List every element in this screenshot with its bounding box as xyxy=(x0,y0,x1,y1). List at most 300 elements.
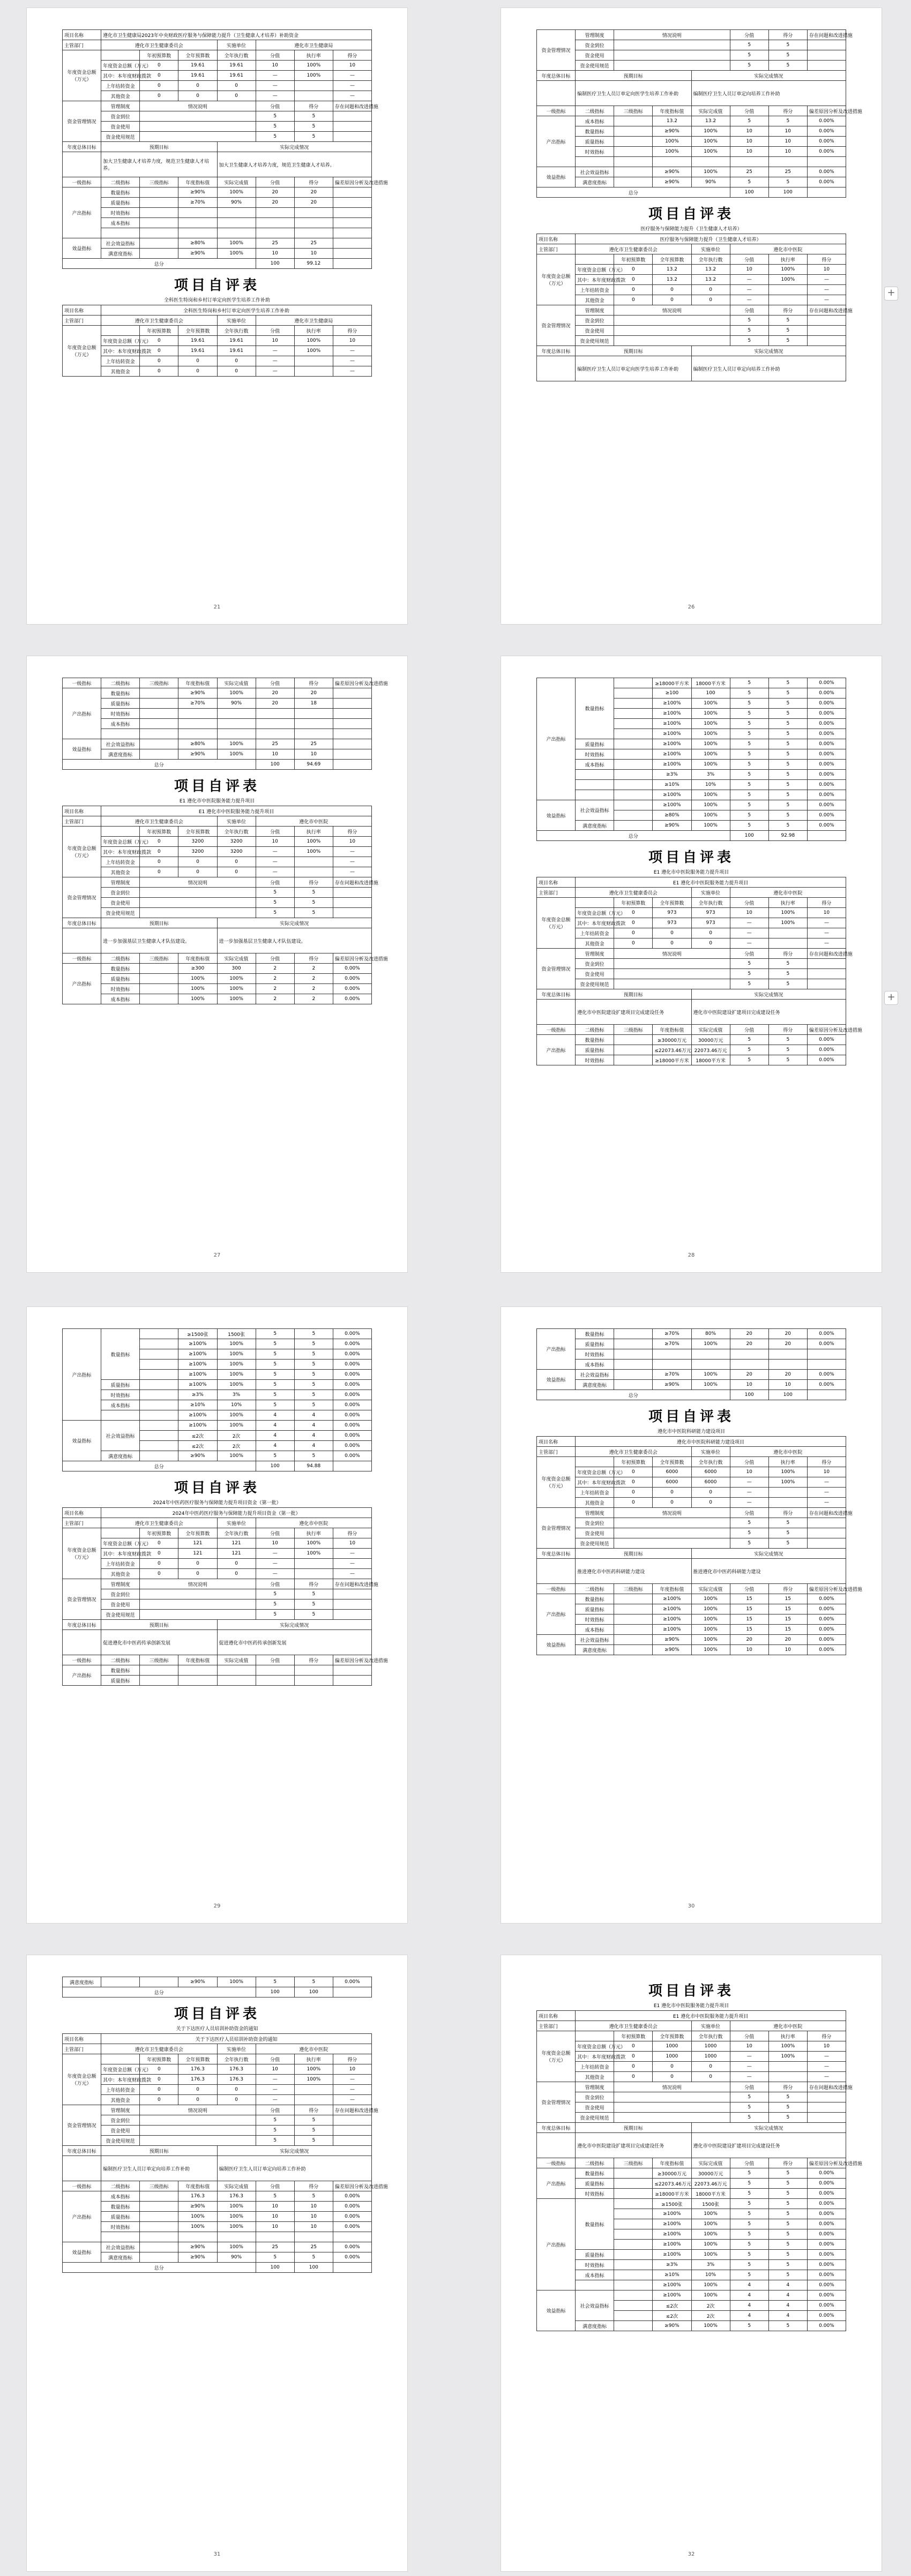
table-cell: 年度资金总额（万元） xyxy=(63,1528,101,1579)
page-title: 项目自评表 xyxy=(174,2006,260,2022)
table-cell xyxy=(333,1987,371,1997)
table-cell: 13.2 xyxy=(691,265,730,275)
table-cell xyxy=(576,898,614,908)
table-cell: 实施单位 xyxy=(691,888,730,898)
table-cell: 遵化市卫生健康委员会 xyxy=(576,244,691,254)
table-cell: 0 xyxy=(140,2085,178,2095)
table-cell xyxy=(256,2232,294,2242)
table-cell: 效益指标 xyxy=(63,2242,101,2263)
table-cell xyxy=(807,50,846,61)
table-cell: 10 xyxy=(333,1538,371,1549)
table-cell: 5 xyxy=(730,2092,768,2102)
table-cell: 0.00% xyxy=(333,1400,371,1410)
table-cell: 得分 xyxy=(768,1584,807,1594)
table-cell xyxy=(614,137,653,147)
table-cell: 5 xyxy=(768,760,807,770)
table-cell: 5 xyxy=(256,1599,294,1610)
table-cell: 100% xyxy=(691,729,730,739)
table-cell xyxy=(140,964,178,974)
table-cell: 15 xyxy=(730,1594,768,1604)
table-cell: 遵化市卫生健康委员会 xyxy=(101,816,217,827)
table-cell xyxy=(807,969,846,979)
table-cell: ≥100% xyxy=(653,800,691,810)
table-cell: 年度总体目标 xyxy=(63,1620,101,1630)
table-cell: ≥80% xyxy=(178,238,217,249)
table-cell: 偏差原因分析及改进措施 xyxy=(807,1584,846,1594)
table-cell: 5 xyxy=(256,132,294,142)
table-cell: 5 xyxy=(256,898,294,908)
table-cell: 0 xyxy=(217,2085,256,2095)
table-cell: 年度总体目标 xyxy=(63,918,101,928)
project-table xyxy=(62,2033,388,2273)
table-cell: 5 xyxy=(256,1349,294,1360)
page-title: 项目自评表 xyxy=(648,1983,734,1999)
table-cell: 一级指标 xyxy=(63,953,101,964)
table-cell: 5 xyxy=(256,1451,294,1461)
table-cell: 5 xyxy=(768,2199,807,2209)
table-cell: 10 xyxy=(294,249,333,259)
table-cell: 全年预算数 xyxy=(178,326,217,336)
table-cell: 偏差原因分析及改进措施 xyxy=(807,106,846,116)
table-cell: 20 xyxy=(256,187,294,198)
table-cell: 100% xyxy=(294,61,333,71)
table-cell: 5 xyxy=(730,40,768,50)
table-cell: — xyxy=(333,2085,371,2095)
table-cell: 实际完成值 xyxy=(217,2181,256,2191)
table-cell: 0.00% xyxy=(333,974,371,984)
table-cell: 100% xyxy=(217,1380,256,1390)
table-cell: 100% xyxy=(217,994,256,1004)
project-table xyxy=(536,2010,862,2331)
table-cell: — xyxy=(333,1549,371,1559)
table-cell: 执行率 xyxy=(294,2054,333,2064)
table-cell xyxy=(101,50,140,61)
table-cell: 0.00% xyxy=(807,729,846,739)
table-cell: 100% xyxy=(768,908,807,918)
table-cell: 分值 xyxy=(730,254,768,265)
table-cell: 成本指标 xyxy=(576,1360,614,1370)
table-cell: 20 xyxy=(294,198,333,208)
table-cell: 3% xyxy=(217,1390,256,1400)
table-cell: 进一步加强基层卫生健康人才队伍建设。 xyxy=(101,928,217,953)
table-cell: 2次 xyxy=(691,2301,730,2311)
table-cell: 管理制度 xyxy=(101,2105,140,2115)
table-cell xyxy=(614,979,730,989)
table-cell: 100 xyxy=(256,2263,294,2273)
table-cell: 19.61 xyxy=(178,71,217,81)
table-cell: 编制医疗卫生人员订单定向培养工作补助 xyxy=(101,2156,217,2181)
table-cell xyxy=(256,1676,294,1686)
table-cell: 100% xyxy=(217,187,256,198)
table-cell: 100% xyxy=(691,749,730,760)
table-cell: 时效指标 xyxy=(101,1390,140,1400)
table-cell: 20 xyxy=(294,688,333,699)
table-cell: 项目名称 xyxy=(537,877,576,888)
page-number: 28 xyxy=(688,1252,695,1258)
project-table xyxy=(536,1436,862,1655)
table-cell: 100% xyxy=(217,974,256,984)
project-table xyxy=(536,1328,846,1400)
table-cell: 数量指标 xyxy=(101,2202,140,2212)
table-cell: — xyxy=(807,295,846,305)
table-cell: 年度指标值 xyxy=(653,106,691,116)
table-cell: 遵化市卫生健康局 xyxy=(256,316,371,326)
table-cell: 年度指标值 xyxy=(178,1655,217,1665)
table-cell: 100% xyxy=(768,1477,807,1488)
table-cell xyxy=(333,132,371,142)
table-cell: 二级指标 xyxy=(101,1655,140,1665)
table-cell: 90% xyxy=(217,198,256,208)
table-cell: 10% xyxy=(691,2270,730,2280)
table-cell: 实际完成情况 xyxy=(217,1620,372,1630)
table-cell: 0.00% xyxy=(333,2252,371,2263)
table-cell: 时效指标 xyxy=(101,709,140,719)
table-cell: 三级指标 xyxy=(614,2158,653,2168)
table-cell: ≥3% xyxy=(653,2260,691,2270)
table-cell: 满意度指标 xyxy=(576,1380,614,1390)
table-cell: 5 xyxy=(256,1390,294,1400)
table-cell xyxy=(101,1528,140,1538)
table-cell: 5 xyxy=(294,1599,333,1610)
table-cell: 0 xyxy=(653,2072,691,2082)
table-cell: 2 xyxy=(256,974,294,984)
table-cell: — xyxy=(333,2095,371,2105)
sub-title: E1 遵化市中医院服务能力提升项目 xyxy=(653,870,729,875)
project-table xyxy=(62,678,388,770)
table-cell: 300 xyxy=(217,964,256,974)
table-cell xyxy=(140,1665,178,1676)
table-cell: 0 xyxy=(217,81,256,91)
table-cell: — xyxy=(730,938,768,949)
table-cell xyxy=(178,218,217,228)
table-cell: 0 xyxy=(653,2062,691,2072)
table-cell: 年度总体目标 xyxy=(537,71,576,81)
table-cell: 遵化市中医院 xyxy=(730,888,846,898)
table-cell: 5 xyxy=(256,908,294,918)
table-cell: 二级指标 xyxy=(101,953,140,964)
table-cell: — xyxy=(807,275,846,285)
table-cell: 产出指标 xyxy=(63,1329,101,1421)
table-cell: 10 xyxy=(730,1380,768,1390)
table-cell: 产出指标 xyxy=(537,2199,576,2290)
table-cell: 资金使用 xyxy=(101,1599,140,1610)
table-cell: — xyxy=(256,81,294,91)
table-cell xyxy=(140,888,256,898)
table-cell: 质量指标 xyxy=(576,1604,614,1614)
table-cell: 94.69 xyxy=(294,760,333,770)
table-cell xyxy=(101,1410,140,1421)
table-cell: 4 xyxy=(730,2280,768,2290)
table-cell xyxy=(614,50,730,61)
table-cell: 编制医疗卫生人员订单定向培养工作补助 xyxy=(691,81,846,106)
table-cell: 年度资金总额（万元） xyxy=(576,2041,614,2052)
table-cell: 上年结转资金 xyxy=(101,356,140,366)
table-cell: 92.98 xyxy=(768,831,807,841)
table-cell: 0 xyxy=(140,867,178,877)
table-cell: 数量指标 xyxy=(576,1329,614,1339)
table-cell xyxy=(140,1441,178,1451)
table-cell: 情况说明 xyxy=(140,2105,256,2115)
table-cell: 资金管理情况 xyxy=(63,2105,101,2146)
table-cell: E1 遵化市中医院服务能力提升项目 xyxy=(576,2011,846,2021)
table-cell xyxy=(614,116,653,126)
table-cell: 0.00% xyxy=(807,1594,846,1604)
table-cell: 0 xyxy=(691,285,730,295)
table-cell: 10 xyxy=(730,147,768,157)
table-cell xyxy=(101,326,140,336)
document-page xyxy=(501,1307,882,1923)
table-cell: 遵化市卫生健康委员会 xyxy=(101,40,217,50)
table-cell xyxy=(101,1977,140,1987)
expand-plus-icon[interactable]: + xyxy=(884,287,898,301)
table-cell: 5 xyxy=(294,1977,333,1987)
table-cell: 资金到位 xyxy=(576,40,614,50)
table-cell: 4 xyxy=(256,1421,294,1431)
table-cell: 数量指标 xyxy=(576,2168,614,2179)
table-cell: 分值 xyxy=(730,949,768,959)
table-cell xyxy=(614,2113,730,2123)
table-cell: 全年执行数 xyxy=(217,326,256,336)
table-cell xyxy=(294,81,333,91)
table-cell: 5 xyxy=(730,979,768,989)
table-cell: 医疗服务与保障能力提升（卫生健康人才培养） xyxy=(576,234,846,244)
table-cell: 一级指标 xyxy=(63,177,101,187)
table-cell: 100% xyxy=(217,1370,256,1380)
table-cell: 全年预算数 xyxy=(653,2031,691,2041)
table-cell: 其中：本年度财政拨款 xyxy=(101,847,140,857)
table-cell: 10 xyxy=(807,265,846,275)
table-cell: 5 xyxy=(768,2102,807,2113)
table-cell: 5 xyxy=(768,729,807,739)
table-cell: ≥90% xyxy=(178,187,217,198)
table-cell: 全年预算数 xyxy=(178,827,217,837)
table-cell xyxy=(140,208,178,218)
table-cell: 100 xyxy=(730,187,768,198)
table-cell: ≥70% xyxy=(178,198,217,208)
table-cell: 100 xyxy=(768,1390,807,1400)
table-cell xyxy=(140,2242,178,2252)
table-cell: 资金到位 xyxy=(101,111,140,122)
table-cell: 0 xyxy=(140,81,178,91)
table-cell xyxy=(333,719,371,729)
table-cell: — xyxy=(807,1488,846,1498)
table-cell xyxy=(256,208,294,218)
table-cell: 效益指标 xyxy=(63,739,101,760)
table-cell: 全年预算数 xyxy=(178,50,217,61)
table-cell: — xyxy=(333,867,371,877)
project-table xyxy=(62,1328,372,1471)
table-cell: 遵化市卫生健康委员会 xyxy=(576,1447,691,1457)
table-cell: 得分 xyxy=(333,50,371,61)
table-cell xyxy=(217,218,256,228)
table-cell: 0.00% xyxy=(333,1421,371,1431)
table-cell: 质量指标 xyxy=(101,2212,140,2222)
table-cell: — xyxy=(256,867,294,877)
table-cell xyxy=(217,228,256,238)
table-cell xyxy=(140,898,256,908)
table-cell: 5 xyxy=(256,2191,294,2202)
table-cell: 5 xyxy=(294,111,333,122)
table-cell: 80% xyxy=(691,1329,730,1339)
table-cell: 5 xyxy=(730,2219,768,2229)
table-cell: 年度资金总额（万元） xyxy=(63,827,101,877)
table-cell: 5 xyxy=(768,1055,807,1065)
table-cell: 年度资金总额（万元） xyxy=(101,61,140,71)
table-cell: 存在问题和改进措施 xyxy=(807,1508,846,1518)
table-cell: 0.00% xyxy=(807,821,846,831)
table-cell xyxy=(256,228,294,238)
table-cell: 时效指标 xyxy=(576,1349,614,1360)
table-cell: ≥70% xyxy=(653,1339,691,1349)
table-cell: 0.00% xyxy=(807,688,846,699)
table-cell: 年度资金总额（万元） xyxy=(63,326,101,377)
table-cell: 情况说明 xyxy=(140,1579,256,1589)
table-cell: 编制医疗卫生人员订单定向医学生培养工作补助 xyxy=(576,356,691,381)
table-cell: 100 xyxy=(691,688,730,699)
table-cell xyxy=(614,2270,653,2280)
expand-plus-icon[interactable]: + xyxy=(884,991,898,1005)
table-cell xyxy=(178,208,217,218)
table-cell: 资金使用规范 xyxy=(576,1538,614,1549)
project-table xyxy=(536,678,846,841)
table-cell xyxy=(140,1370,178,1380)
table-cell: 情况说明 xyxy=(614,1508,730,1518)
table-cell: 5 xyxy=(768,770,807,780)
table-cell: 5 xyxy=(294,1610,333,1620)
table-cell: 5 xyxy=(768,2240,807,2250)
table-cell xyxy=(140,187,178,198)
table-cell: 15 xyxy=(768,1625,807,1635)
table-cell: 15 xyxy=(768,1614,807,1625)
table-cell xyxy=(217,1676,256,1686)
table-cell: 5 xyxy=(256,111,294,122)
table-cell: 0 xyxy=(140,2095,178,2105)
table-cell: 0 xyxy=(140,1569,178,1579)
table-cell: ≥90% xyxy=(178,249,217,259)
table-cell xyxy=(614,699,653,709)
table-cell xyxy=(614,739,653,749)
table-cell: 0.00% xyxy=(807,2321,846,2331)
table-cell: 实际完成值 xyxy=(217,953,256,964)
table-cell: ≥100% xyxy=(653,2280,691,2290)
table-cell: 资金使用规范 xyxy=(101,132,140,142)
table-cell: 数量指标 xyxy=(576,126,614,137)
table-cell: 得分 xyxy=(807,254,846,265)
table-cell xyxy=(691,1349,730,1360)
table-cell xyxy=(294,1665,333,1676)
table-cell: 0.00% xyxy=(333,984,371,994)
table-cell: 100% xyxy=(691,790,730,800)
table-cell: 5 xyxy=(294,1370,333,1380)
table-cell: ≤2次 xyxy=(178,1431,217,1441)
table-cell: — xyxy=(807,1498,846,1508)
table-cell: ≥100% xyxy=(653,1625,691,1635)
table-cell xyxy=(614,790,653,800)
table-cell: 2 xyxy=(294,984,333,994)
table-cell: 0.00% xyxy=(807,2280,846,2290)
table-cell: 年初预算数 xyxy=(614,1457,653,1467)
table-cell: ≥80% xyxy=(653,810,691,821)
table-cell: 100% xyxy=(178,984,217,994)
table-cell: 上年结转资金 xyxy=(101,81,140,91)
table-cell xyxy=(653,157,691,167)
table-cell: 5 xyxy=(294,1329,333,1339)
table-cell: — xyxy=(807,2072,846,2082)
table-cell xyxy=(614,2290,653,2301)
table-cell: 176.3 xyxy=(217,2064,256,2075)
table-cell xyxy=(614,770,653,780)
table-cell: 成本指标 xyxy=(576,116,614,126)
table-cell: 得分 xyxy=(333,326,371,336)
table-cell: 10 xyxy=(256,2202,294,2212)
table-cell: 5 xyxy=(294,2136,333,2146)
table-cell: 5 xyxy=(768,2260,807,2270)
table-cell: 3% xyxy=(691,770,730,780)
table-cell: 实际完成值 xyxy=(217,177,256,187)
table-cell: ≥100 xyxy=(653,688,691,699)
table-cell xyxy=(140,1610,256,1620)
table-cell: 其中：本年度财政拨款 xyxy=(101,2075,140,2085)
table-cell: 973 xyxy=(691,918,730,928)
table-cell: ≥100% xyxy=(178,1339,217,1349)
table-cell: 100% xyxy=(691,2219,730,2229)
table-cell: 质量指标 xyxy=(576,137,614,147)
table-cell: 存在问题和改进措施 xyxy=(807,305,846,316)
table-cell: 三级指标 xyxy=(614,1584,653,1594)
table-cell: 100% xyxy=(217,2242,256,2252)
table-cell: 5 xyxy=(730,810,768,821)
table-cell: ≥90% xyxy=(178,688,217,699)
table-cell: 主管部门 xyxy=(63,40,101,50)
table-cell: — xyxy=(256,346,294,356)
table-cell: 全年执行数 xyxy=(217,827,256,837)
table-cell: 5 xyxy=(730,719,768,729)
table-cell: 100 xyxy=(294,2263,333,2273)
table-cell: 10 xyxy=(256,749,294,760)
table-cell: 5 xyxy=(768,2270,807,2280)
table-cell: 5 xyxy=(768,959,807,969)
table-cell: 5 xyxy=(730,699,768,709)
table-cell: 973 xyxy=(653,908,691,918)
table-cell: 5 xyxy=(768,780,807,790)
table-cell: 15 xyxy=(730,1625,768,1635)
table-cell: 资金管理情况 xyxy=(63,101,101,142)
table-cell: 100% xyxy=(178,2212,217,2222)
table-cell xyxy=(730,157,768,167)
table-cell: ≥100% xyxy=(653,2229,691,2240)
table-cell: 0 xyxy=(614,1498,653,1508)
table-cell: 5 xyxy=(730,729,768,739)
table-cell: 100% xyxy=(691,800,730,810)
table-cell: 5 xyxy=(294,2126,333,2136)
table-cell: 5 xyxy=(768,316,807,326)
table-cell: 预期目标 xyxy=(576,346,691,356)
table-cell: — xyxy=(807,2062,846,2072)
table-cell: 满意度指标 xyxy=(576,177,614,187)
table-cell: 资金管理情况 xyxy=(537,949,576,989)
table-cell: 10 xyxy=(333,2064,371,2075)
table-cell xyxy=(768,1488,807,1498)
table-cell: 5 xyxy=(294,1400,333,1410)
table-cell: ≤2次 xyxy=(653,2311,691,2321)
table-cell: 二级指标 xyxy=(101,678,140,688)
table-cell: 0.00% xyxy=(807,1645,846,1655)
table-cell xyxy=(614,688,653,699)
table-cell: 10 xyxy=(294,2202,333,2212)
table-cell: — xyxy=(807,2052,846,2062)
table-cell: 5 xyxy=(768,2179,807,2189)
table-cell: — xyxy=(333,356,371,366)
